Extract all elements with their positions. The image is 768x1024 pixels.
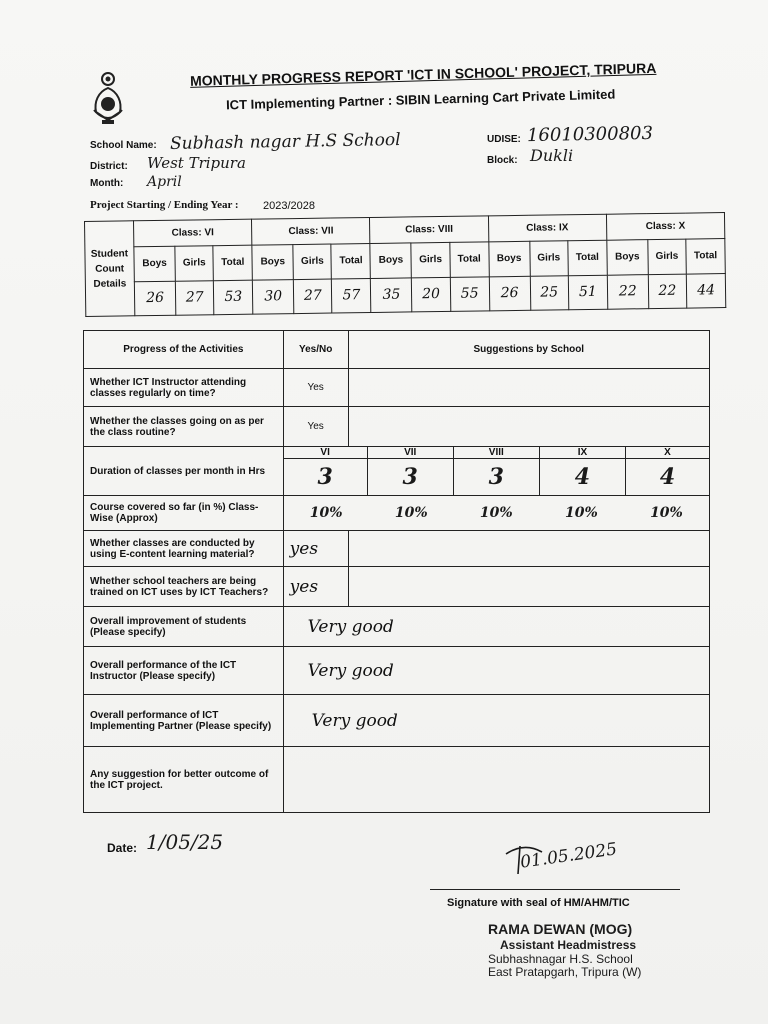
date-label: Date: [107,841,138,855]
project-year-value: 2023/2028 [263,200,315,212]
duration-viii: 3 [453,459,539,496]
class-ix-header: Class: IX [488,214,607,242]
girls-header: Girls [648,239,687,274]
class-viii-total: 55 [450,276,489,311]
total-header: Total [568,240,607,275]
duration-head-ix: IX [539,447,625,459]
instructor-answer: Yes [283,369,348,407]
students-question: Overall improvement of students (Please specify) [84,607,284,647]
course-question: Course covered so far (in %) Class-Wise (Approx) [84,496,284,531]
girls-header: Girls [529,241,568,276]
routine-answer: Yes [283,407,348,447]
course-ix: 10% [564,505,598,521]
econtent-answer: yes [283,531,348,567]
school-name-value: Subhash nagar H.S School [169,129,401,155]
duration-question: Duration of classes per month in Hrs [84,447,284,496]
duration-head-vii: VII [367,447,453,459]
girls-header: Girls [411,243,450,278]
stamp-name: RAMA DEWAN (MOG) [488,921,633,937]
class-x-header: Class: X [606,213,725,241]
teachers-question: Whether school teachers are being trained on ICT uses by ICT Teachers? [84,567,284,607]
partner-performance-question: Overall performance of ICT Implementing Partner (Please specify) [84,695,284,747]
tripura-emblem-icon [88,70,128,126]
udise-value: 16010300803 [526,122,654,147]
month-label: Month: [90,178,124,189]
month-value: April [147,174,182,190]
boys-header: Boys [370,243,411,278]
yesno-header: Yes/No [283,331,348,369]
stamp-designation: Assistant Headmistress [500,938,637,952]
duration-cells [283,447,709,496]
course-vii: 10% [394,505,428,521]
district-label: District: [90,161,128,172]
instructor-performance-question: Overall performance of the ICT Instructor (Please specify) [84,647,284,695]
class-vii-girls: 27 [294,279,333,314]
duration-ix: 4 [539,459,625,496]
econtent-question: Whether classes are conducted by using E-content learning material? [84,531,284,567]
course-vi: 10% [309,505,343,521]
school-name-label: School Name: [90,140,157,151]
teachers-suggestion [348,567,709,607]
block-value: Dukli [530,146,574,165]
class-x-girls: 22 [648,274,687,309]
class-vi-header: Class: VI [134,219,253,247]
signature-line [430,889,680,890]
class-vii-boys: 30 [253,279,294,314]
class-vii-header: Class: VII [252,218,371,246]
total-header: Total [331,244,370,279]
course-viii: 10% [479,505,513,521]
suggestions-header: Suggestions by School [348,331,709,369]
student-count-label: Student Count Details [85,221,135,317]
block-label: Block: [487,155,518,166]
routine-suggestion [348,407,709,447]
boys-header: Boys [488,242,529,277]
course-cells [283,496,709,531]
partner-performance-answer: Very good [283,695,709,747]
signature-date: 01.05.2025 [519,839,619,873]
project-year-label: Project Starting / Ending Year : [90,199,239,211]
activities-header: Progress of the Activities [84,331,284,369]
instructor-question: Whether ICT Instructor attending classes regularly on time? [84,369,284,407]
stamp-school: Subhashnagar H.S. School [488,952,633,966]
class-viii-header: Class: VIII [370,216,489,244]
class-vi-total: 53 [214,280,253,315]
report-title: MONTHLY PROGRESS REPORT 'ICT IN SCHOOL' PROJECT, TRIPURA [189,59,657,89]
class-vi-girls: 27 [175,280,214,315]
class-vi-boys: 26 [134,281,175,316]
class-vii-total: 57 [332,278,371,313]
duration-head-x: X [625,447,709,459]
total-header: Total [686,239,725,274]
class-viii-boys: 35 [371,278,412,313]
total-header: Total [450,242,489,277]
class-x-boys: 22 [607,274,648,309]
duration-head-viii: VIII [453,447,539,459]
report-subtitle: ICT Implementing Partner : SIBIN Learning Cart Private Limited [225,86,616,113]
progress-table [83,330,710,813]
district-value: West Tripura [147,154,246,172]
girls-header: Girls [175,246,214,281]
date-value: 1/05/25 [146,830,224,854]
class-viii-girls: 20 [412,277,451,312]
duration-x: 4 [625,459,709,496]
instructor-suggestion [348,369,709,407]
class-x-total: 44 [686,273,725,308]
class-ix-girls: 25 [530,275,569,310]
girls-header: Girls [293,244,332,279]
signature-label: Signature with seal of HM/AHM/TIC [447,897,630,909]
stamp-address: East Pratapgarh, Tripura (W) [488,965,642,979]
students-answer: Very good [283,607,709,647]
student-count-table [84,212,726,317]
boys-header: Boys [607,240,648,275]
routine-question: Whether the classes going on as per the class routine? [84,407,284,447]
total-header: Total [213,245,252,280]
duration-vii: 3 [367,459,453,496]
suggestion-question: Any suggestion for better outcome of the ICT project. [84,747,284,813]
course-x: 10% [650,505,683,521]
duration-head-vi: VI [284,447,367,459]
class-ix-boys: 26 [489,276,530,311]
udise-label: UDISE: [487,134,521,145]
class-ix-total: 51 [568,275,607,310]
signature-mark-icon [500,840,560,880]
instructor-performance-answer: Very good [283,647,709,695]
boys-header: Boys [134,246,175,281]
econtent-suggestion [348,531,709,567]
teachers-answer: yes [283,567,348,607]
suggestion-answer [283,747,709,813]
boys-header: Boys [252,245,293,280]
duration-vi: 3 [317,464,333,490]
